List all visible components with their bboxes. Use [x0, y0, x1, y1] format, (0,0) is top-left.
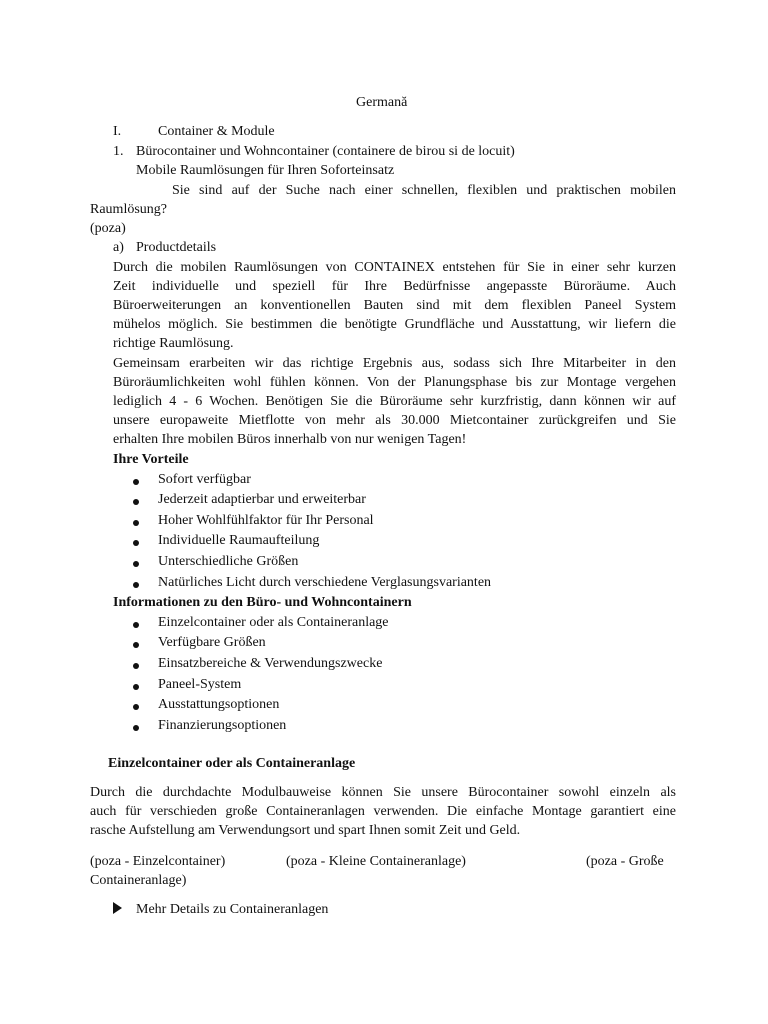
list-item: Paneel-System [158, 677, 242, 692]
bullet-icon [133, 684, 139, 690]
bullet-icon [133, 622, 139, 628]
image-placeholder: (poza - Kleine Containeranlage) [286, 854, 466, 869]
item-number: 1. [113, 144, 124, 159]
subsection-title: Productdetails [136, 240, 217, 255]
bullet-icon [133, 582, 139, 588]
bullet-icon [133, 704, 139, 710]
paragraph-line: Gemeinsam erarbeiten wir das richtige Ergebnis aus, sodass sich Ihre Mitarbeiter in den [113, 356, 676, 371]
paragraph-line: richtige Raumlösung. [113, 336, 234, 351]
bullet-icon [133, 499, 139, 505]
paragraph-line: Büroräumlichkeiten wohl fühlen können. Von der Planungsphase bis zur Montage vergehen [113, 375, 676, 390]
subsection-letter: a) [113, 240, 124, 255]
bullet-icon [133, 540, 139, 546]
image-placeholder: (poza - Große [586, 854, 664, 869]
image-placeholder: (poza - Einzelcontainer) [90, 854, 226, 869]
paragraph-line: Büroerweiterungen an konventionellen Bauten sind mit dem flexiblen Paneel System [113, 298, 676, 313]
intro-line: Sie sind auf der Suche nach einer schnellen, flexiblen und praktischen mobilen [172, 183, 676, 198]
section-title: Container & Module [158, 124, 275, 139]
einzel-heading: Einzelcontainer oder als Containeranlage [108, 756, 356, 771]
list-item: Einsatzbereiche & Verwendungszwecke [158, 656, 383, 671]
item-title: Bürocontainer und Wohncontainer (containere de birou si de locuit) [136, 144, 515, 159]
list-item: Unterschiedliche Größen [158, 554, 299, 569]
paragraph-line: Durch die durchdachte Modulbauweise können Sie unsere Bürocontainer sowohl einzeln als [90, 785, 676, 800]
bullet-icon [133, 642, 139, 648]
section-number: I. [113, 124, 122, 139]
list-item: Natürliches Licht durch verschiedene Verglasungsvarianten [158, 575, 492, 590]
paragraph-line: Zeit individuelle und speziell für Ihre Bedürfnisse angepasste Büroräume. Auch [113, 279, 676, 294]
list-item: Verfügbare Größen [158, 635, 266, 650]
paragraph-line: auch für verschieden große Containeranlagen verwenden. Die einfache Montage garantiert eine [90, 804, 676, 819]
bullet-icon [133, 520, 139, 526]
list-item: Einzelcontainer oder als Containeranlage [158, 615, 389, 630]
details-link[interactable]: Mehr Details zu Containeranlagen [136, 902, 329, 917]
bullet-icon [133, 561, 139, 567]
list-item: Ausstattungsoptionen [158, 697, 280, 712]
paragraph-line: unsere europaweite Mietflotte von mehr als 30.000 Mietcontainer zurückgreifen und Sie [113, 413, 676, 428]
list-item: Hoher Wohlfühlfaktor für Ihr Personal [158, 513, 374, 528]
list-item: Individuelle Raumaufteilung [158, 533, 320, 548]
image-placeholder: Containeranlage) [90, 873, 187, 888]
page-title: Germană [356, 95, 408, 110]
intro-line: Raumlösung? [90, 202, 167, 217]
list-item: Finanzierungsoptionen [158, 718, 287, 733]
list-item: Jederzeit adaptierbar und erweiterbar [158, 492, 366, 507]
arrow-bullet-icon [113, 902, 122, 914]
paragraph-line: erhalten Ihre mobilen Büros innerhalb von nur wenigen Tagen! [113, 432, 467, 447]
paragraph-line: lediglich 4 - 6 Wochen. Benötigen Sie die Büroräume sehr kurzfristig, dann können wir auf [113, 394, 676, 409]
bullet-icon [133, 479, 139, 485]
vorteile-heading: Ihre Vorteile [113, 452, 189, 467]
bullet-icon [133, 725, 139, 731]
paragraph-line: mühelos möglich. Sie bestimmen die benötigte Grundfläche und Ausstattung, wir liefern die [113, 317, 676, 332]
item-subtitle: Mobile Raumlösungen für Ihren Soforteinsatz [136, 163, 395, 178]
bullet-icon [133, 663, 139, 669]
list-item: Sofort verfügbar [158, 472, 251, 487]
informationen-heading: Informationen zu den Büro- und Wohncontainern [113, 595, 412, 610]
paragraph-line: Durch die mobilen Raumlösungen von CONTAINEX entstehen für Sie in einer sehr kurzen [113, 260, 676, 275]
image-placeholder: (poza) [90, 221, 126, 236]
paragraph-line: rasche Aufstellung am Verwendungsort und spart Ihnen somit Zeit und Geld. [90, 823, 521, 838]
